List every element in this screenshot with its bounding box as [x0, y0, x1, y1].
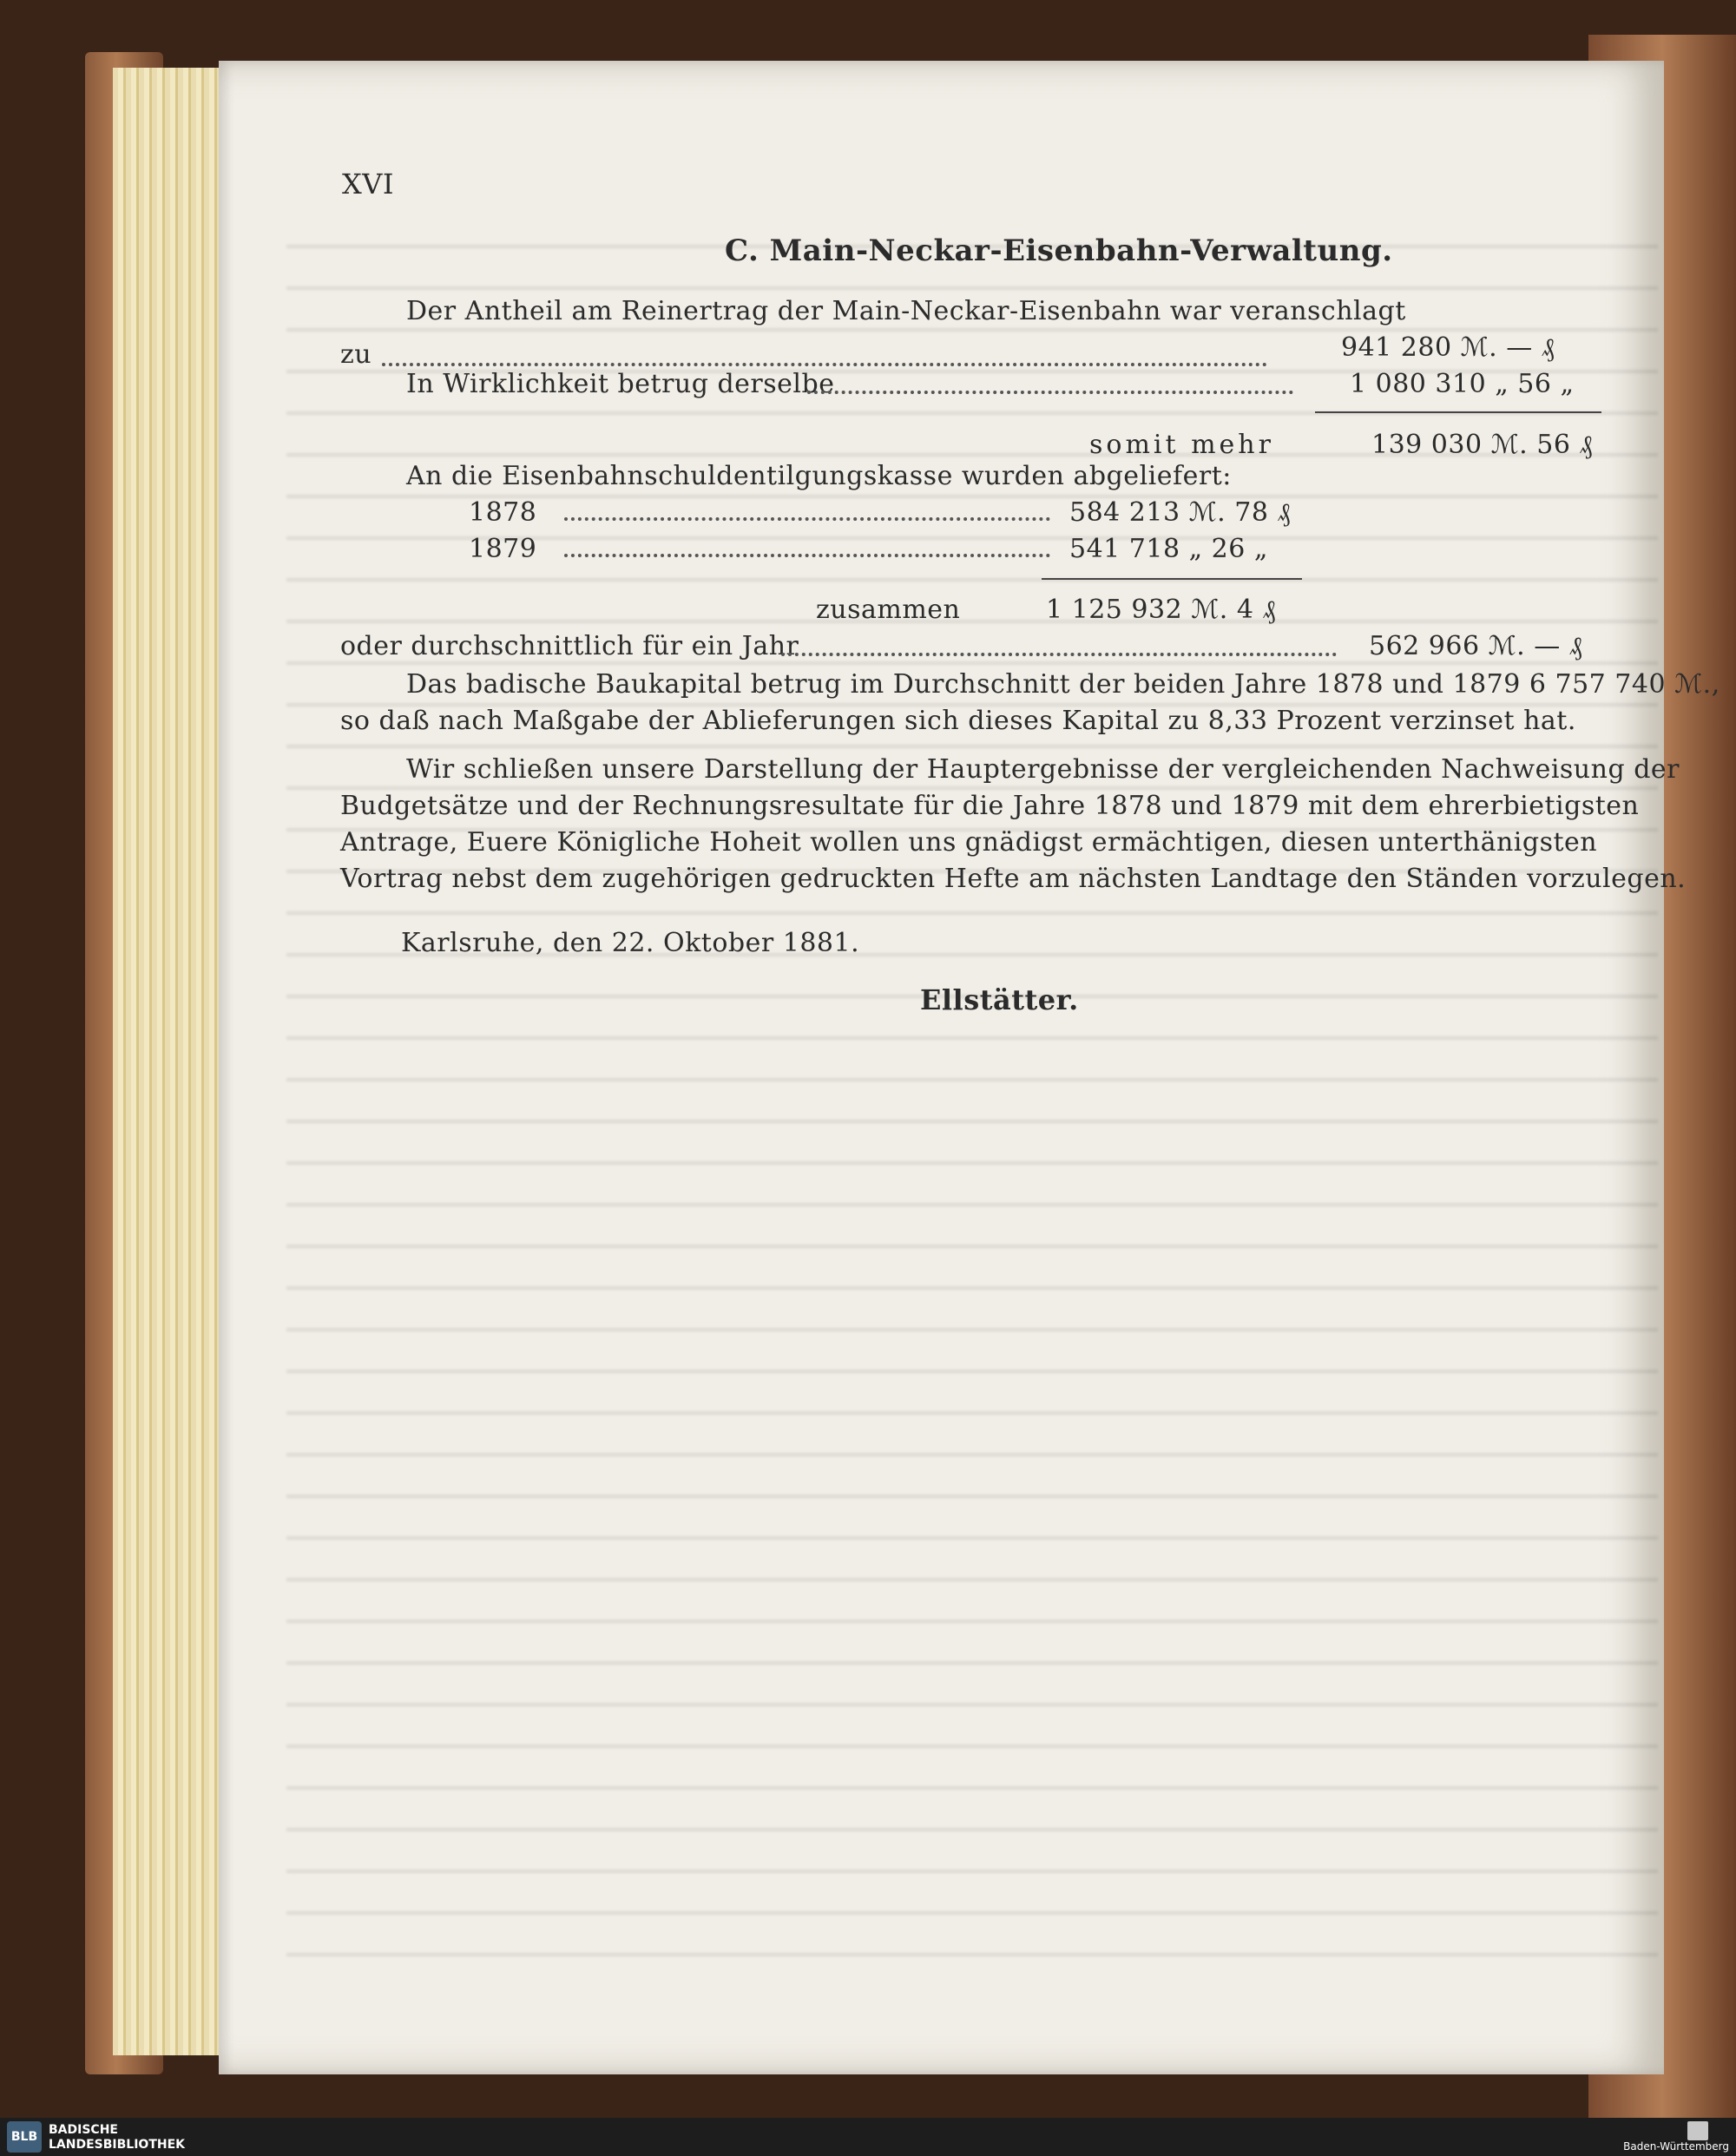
- paragraph-line: Antrage, Euere Königliche Hoheit wollen uns gnädigst ermächtigen, diesen unterthänigsten: [340, 827, 1598, 858]
- viewer-footer: [0, 2118, 1736, 2156]
- amount: 941 280 ℳ. — ₰: [1341, 332, 1555, 363]
- amount: 541 718 „ 26 „: [1069, 534, 1268, 564]
- page-number: XVI: [342, 168, 395, 200]
- sum-rule: [1042, 578, 1302, 580]
- state-name: Baden-Württemberg: [1623, 2140, 1729, 2153]
- amount: 1 080 310 „ 56 „: [1350, 369, 1575, 399]
- amount: 562 966 ℳ. — ₰: [1369, 631, 1583, 661]
- leader-dots: [382, 363, 1267, 366]
- paragraph-line: so daß nach Maßgabe der Ablieferungen sich dieses Kapital zu 8,33 Prozent verzinset hat.: [340, 706, 1576, 736]
- leader-dots: [564, 517, 1050, 521]
- page-edges: [113, 68, 226, 2055]
- place-date: Karlsruhe, den 22. Oktober 1881.: [401, 928, 860, 958]
- paragraph-line: Der Antheil am Reinertrag der Main-Neckar-Eisenbahn war veranschlagt: [406, 296, 1406, 326]
- sum-rule: [1315, 411, 1601, 413]
- amount: 1 125 932 ℳ. 4 ₰: [1046, 595, 1276, 625]
- subtotal-label: somit mehr: [1089, 430, 1274, 460]
- paragraph-line: zu: [340, 339, 372, 370]
- library-name-line1: BADISCHE: [49, 2123, 118, 2137]
- library-name-line2: LANDESBIBLIOTHEK: [49, 2138, 186, 2152]
- paragraph-line: Budgetsätze und der Rechnungsresultate für die Jahre 1878 und 1879 mit dem ehrerbietigsten: [340, 791, 1640, 821]
- signature: Ellstätter.: [920, 983, 1079, 1016]
- total-label: zusammen: [816, 595, 961, 625]
- amount: 584 213 ℳ. 78 ₰: [1069, 497, 1291, 528]
- library-name: [49, 2123, 185, 2153]
- paragraph-line: Wir schließen unsere Darstellung der Hauptergebnisse der vergleichenden Nachweisung der: [406, 754, 1680, 785]
- paragraph-line: oder durchschnittlich für ein Jahr: [340, 631, 799, 661]
- paragraph-line: Vortrag nebst dem zugehörigen gedruckten Hefte am nächsten Landtage den Ständen vorzulegen.: [340, 864, 1687, 894]
- paragraph-line: Das badische Baukapital betrug im Durchschnitt der beiden Jahre 1878 und 1879 6 757 740 ℳ.,: [406, 669, 1720, 700]
- leader-dots: [564, 554, 1050, 557]
- state-crest-icon: [1687, 2121, 1708, 2140]
- amount: 139 030 ℳ. 56 ₰: [1371, 430, 1593, 460]
- year-label: 1878: [469, 497, 537, 528]
- paragraph-line: An die Eisenbahnschuldentilgungskasse wurden abgeliefert:: [406, 461, 1232, 491]
- library-logo: BLB: [7, 2121, 42, 2153]
- paragraph-line: In Wirklichkeit betrug derselbe: [406, 369, 835, 399]
- year-label: 1879: [469, 534, 537, 564]
- leader-dots: [807, 391, 1293, 394]
- section-title: C. Main-Neckar-Eisenbahn-Verwaltung.: [725, 233, 1393, 268]
- leader-dots: [781, 653, 1337, 656]
